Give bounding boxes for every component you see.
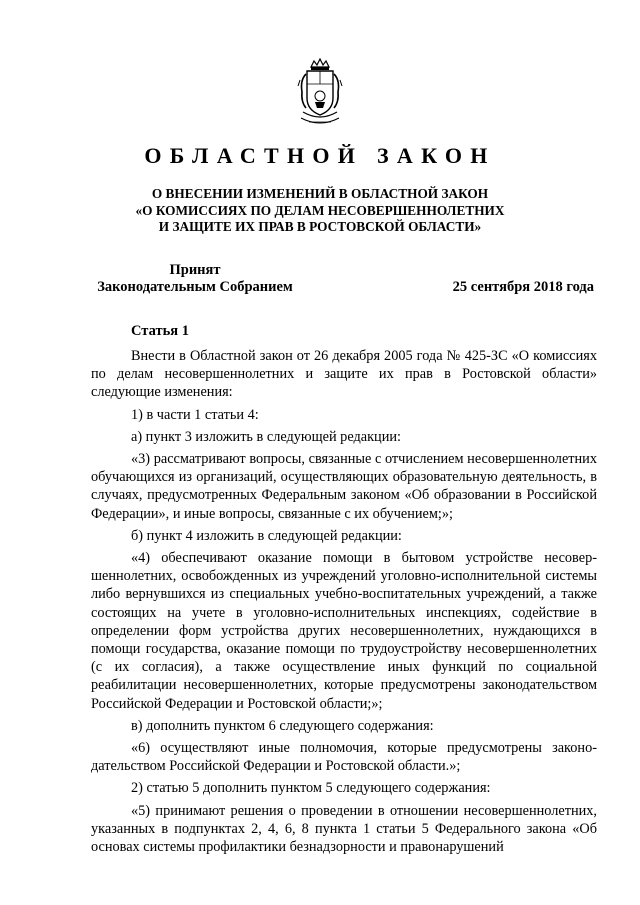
paragraph: в) дополнить пунктом 6 следующего содержания: — [131, 717, 434, 734]
adopted-word: Принят — [169, 262, 221, 278]
document-type-heading: ОБЛАСТНОЙ ЗАКОН — [144, 143, 496, 168]
paragraph: а) пункт 3 изложить в следующей редакции: — [131, 428, 401, 445]
paragraph: «3) рассматривают вопросы, связанные с отчислением несовершеннолетних обучающихся из организаций, осуществляющих образовательную деятельность, в случаях, предусмотренных Федеральным законом «Об образовании в Российской Федерации», и иные вопросы, связанные с их обучением;»; — [91, 451, 597, 522]
law-title-line: И ЗАЩИТЕ ИХ ПРАВ В РОСТОВСКОЙ ОБЛАСТИ» — [158, 219, 482, 234]
article-body — [91, 347, 597, 860]
coat-of-arms-emblem — [297, 58, 343, 130]
paragraph: б) пункт 4 изложить в следующей редакции: — [131, 527, 402, 544]
paragraph: Внести в Областной закон от 26 декабря 2005 года № 425-ЗС «О комиссиях по делам несовершеннолетних и защите их прав в Ростовской области» следующие изменения: — [91, 348, 597, 401]
law-title — [0, 186, 640, 236]
legislative-assembly-label: Законодательным Собранием — [97, 279, 293, 295]
law-title-line: О ВНЕСЕНИИ ИЗМЕНЕНИЙ В ОБЛАСТНОЙ ЗАКОН — [151, 186, 489, 201]
paragraph: 1) в части 1 статьи 4: — [131, 406, 259, 423]
paragraph: «6) осуществляют иные полномочия, которые предусмотрены законодательством Российской Федерации и Ростовской области.»; — [91, 740, 597, 775]
paragraph: «4) обеспечивают оказание помощи в бытовом устройстве несовершеннолетних, освобожденных из учреждений уголовно-исполнительной системы либо вернувшихся из специальных учебно-воспитательных учреждений, а также состоящих на учете в уголовно-исполнительных инспекциях, содействие в определении форм устройства других несовершеннолетних, нуждающихся в помощи государства, оказание помощи по трудоустройству несовершеннолетних (с их согласия), а также осуществление иных функций по социальной реабилитации несовершеннолетних, которые предусмотрены законодательством Российской Федерации и Ростовской области;»; — [91, 550, 597, 712]
adoption-date: 25 сентября 2018 года — [452, 279, 594, 295]
adopted-by-label — [91, 262, 299, 296]
law-title-line: «О КОМИССИЯХ ПО ДЕЛАМ НЕСОВЕРШЕННОЛЕТНИХ — [135, 202, 505, 218]
paragraph: «5) принимают решения о проведении в отношении несовершеннолетних, указанных в подпунктах 2, 4, 6, 8 пункта 1 статьи 5 Федерального закона «Об основах системы профилактики безнадзорности и правонарушений — [91, 802, 597, 856]
article-heading: Статья 1 — [131, 323, 189, 339]
paragraph: 2) статью 5 дополнить пунктом 5 следующего содержания: — [131, 780, 491, 797]
